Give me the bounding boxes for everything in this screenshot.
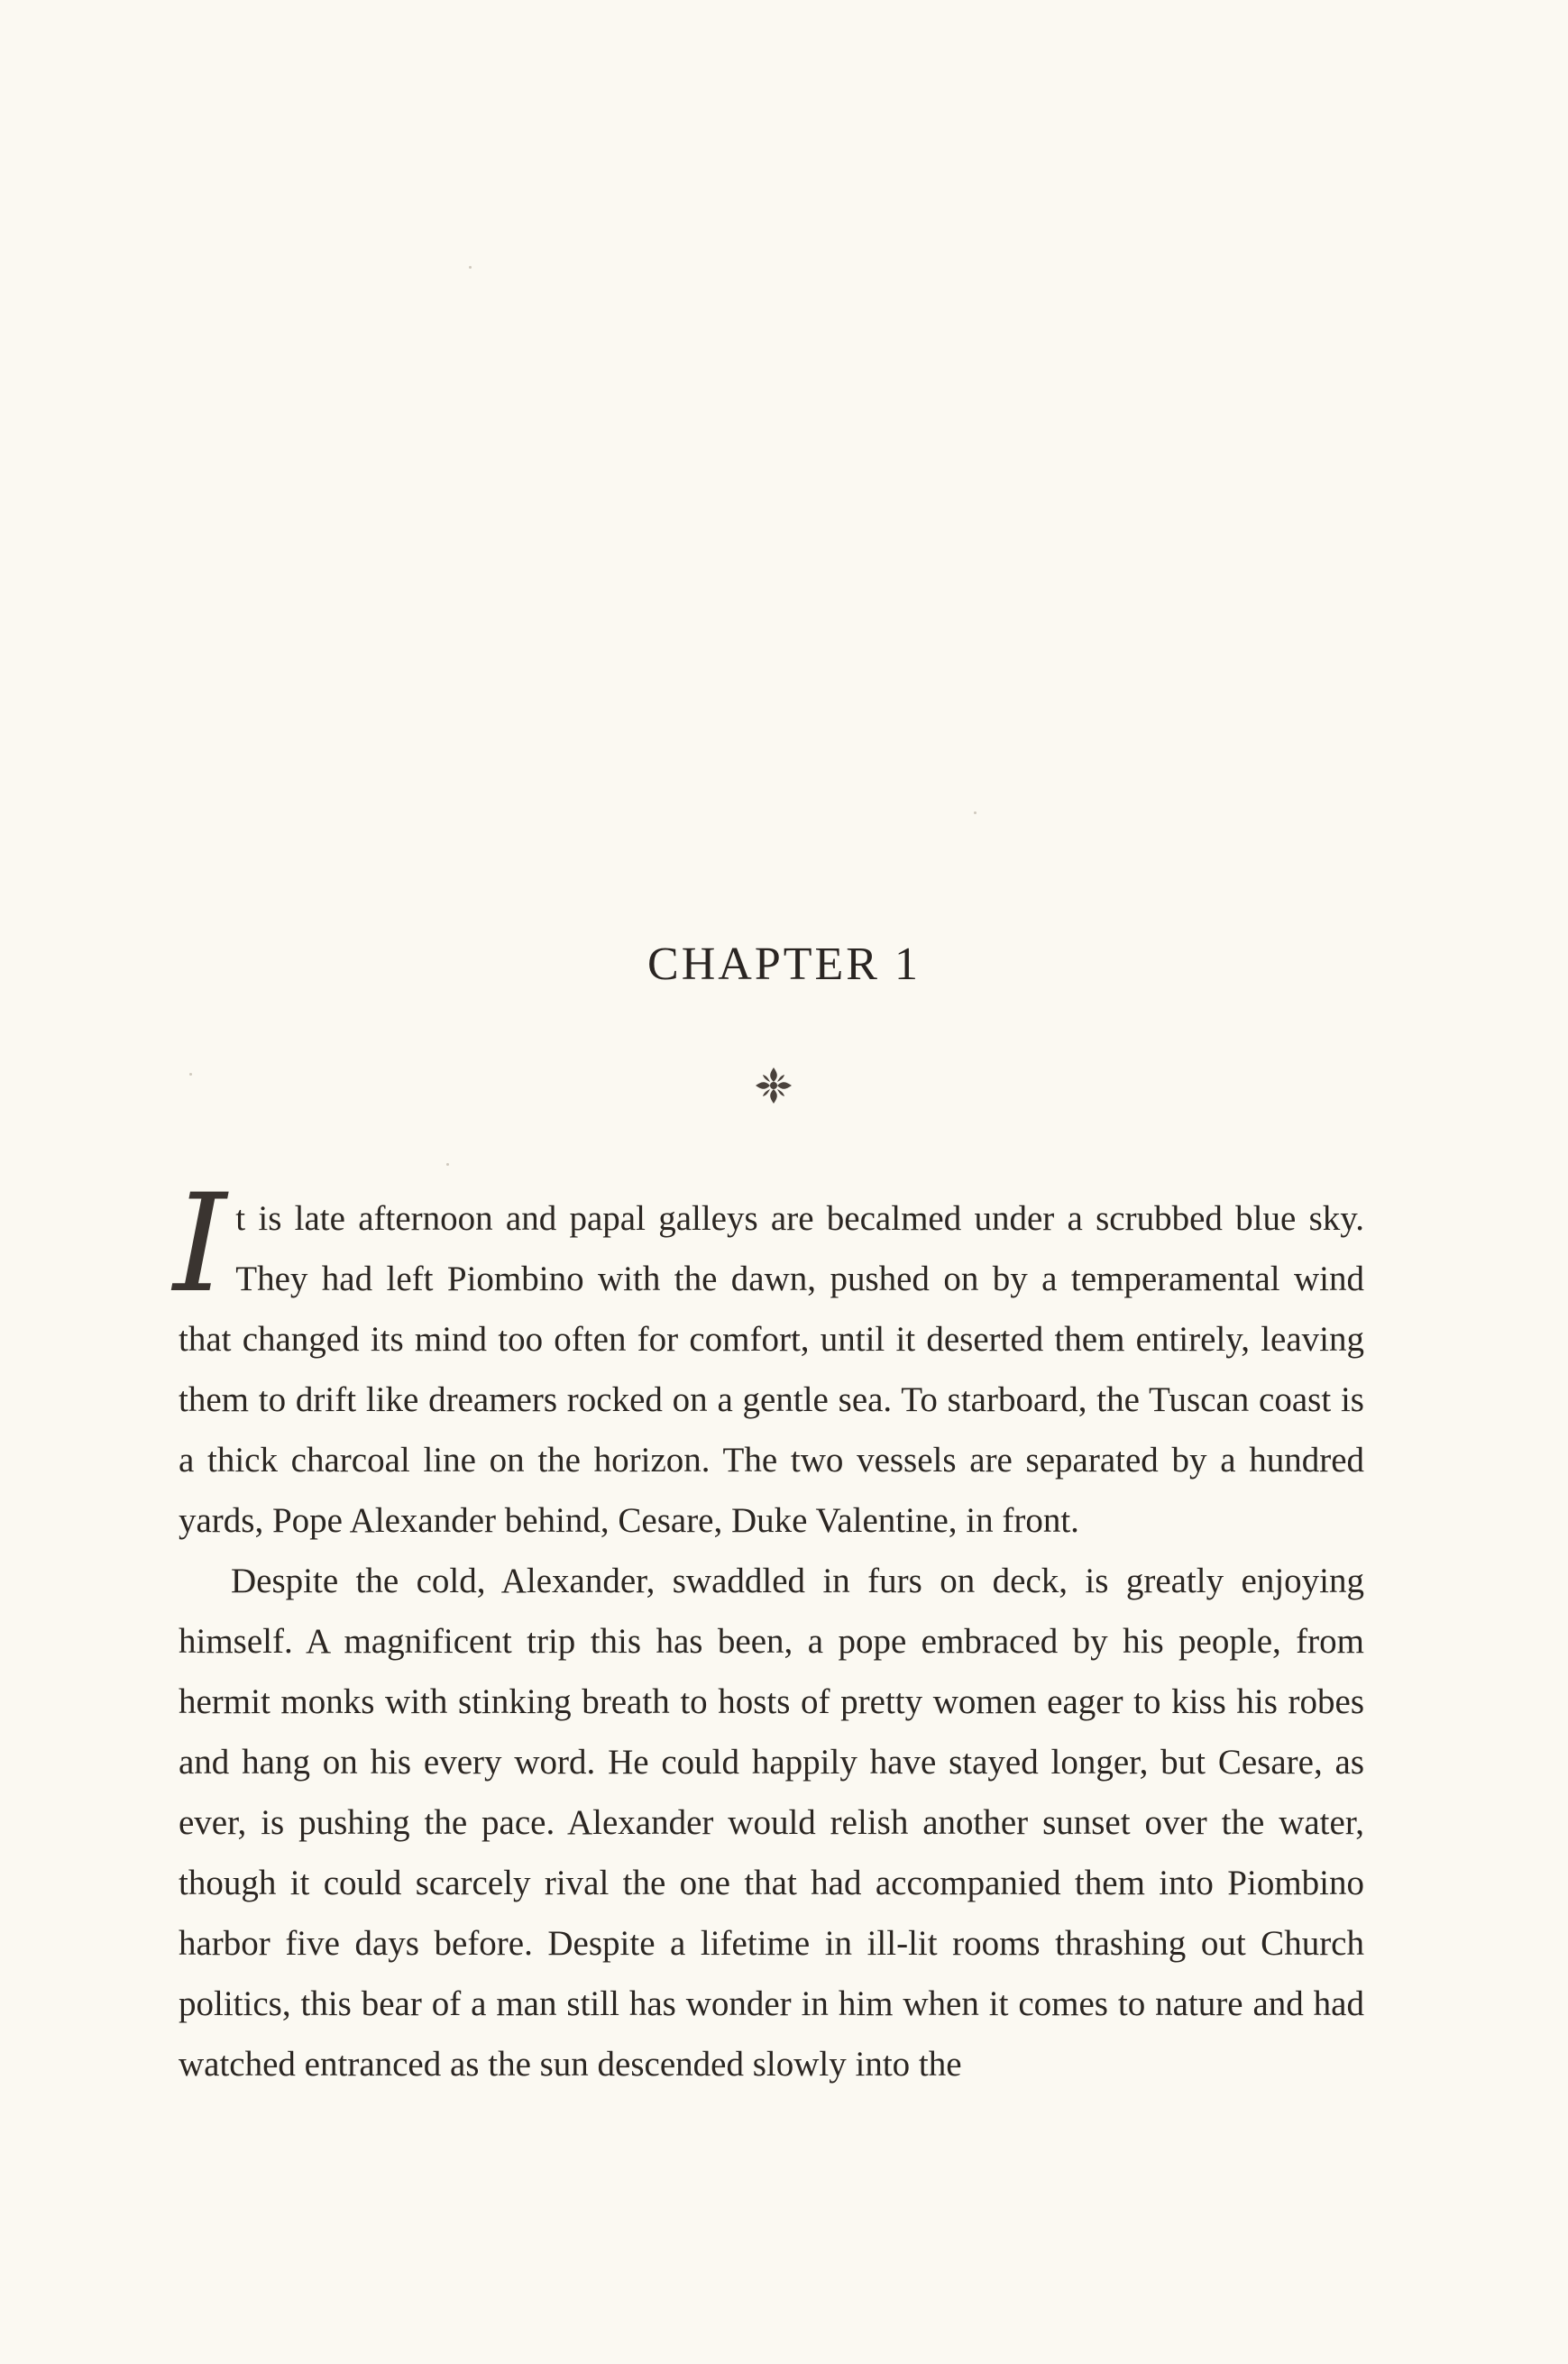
paragraph-1-text: t is late afternoon and papal galleys are becalmed under a scrubbed blue sky. They had left Piombino with the dawn, pushed on by a temperamental wind that changed its mind too often for comfort, until it deserted them entirely, leaving them to drift like dreamers rocked on a gentle sea. To starboard, the Tuscan coast is a thick charcoal line on the horizon. The two vessels are separated by a hundred yards, Pope Alexander behind, Cesare, Duke Valentine, in front. (179, 1199, 1364, 1540)
paragraph-2: Despite the cold, Alexander, swaddled in furs on deck, is greatly enjoying himself. A magnificent trip this has been, a pope embraced by his people, from hermit monks with stinking breath to hosts of pretty women eager to kiss his robes and hang on his every word. He could happily have stayed longer, but Cesare, as ever, is pushing the pace. Alexander would relish another sunset over the water, though it could scarcely rival the one that had accompanied them into Piombino harbor five days before. Despite a lifetime in ill-lit rooms thrashing out Church politics, this bear of a man still has wonder in him when it comes to nature and had watched entranced as the sun descended slowly into the (179, 1562, 1364, 2084)
paper-speck (469, 266, 472, 269)
chapter-body (173, 1166, 1364, 2094)
paper-speck (189, 1073, 192, 1076)
paragraph-1 (173, 1166, 1364, 1551)
paper-speck (974, 811, 977, 814)
drop-cap: I (173, 1166, 227, 1323)
paper-speck (446, 1163, 449, 1166)
chapter-title: CHAPTER 1 (647, 939, 921, 990)
fleuron-icon (752, 1064, 795, 1107)
